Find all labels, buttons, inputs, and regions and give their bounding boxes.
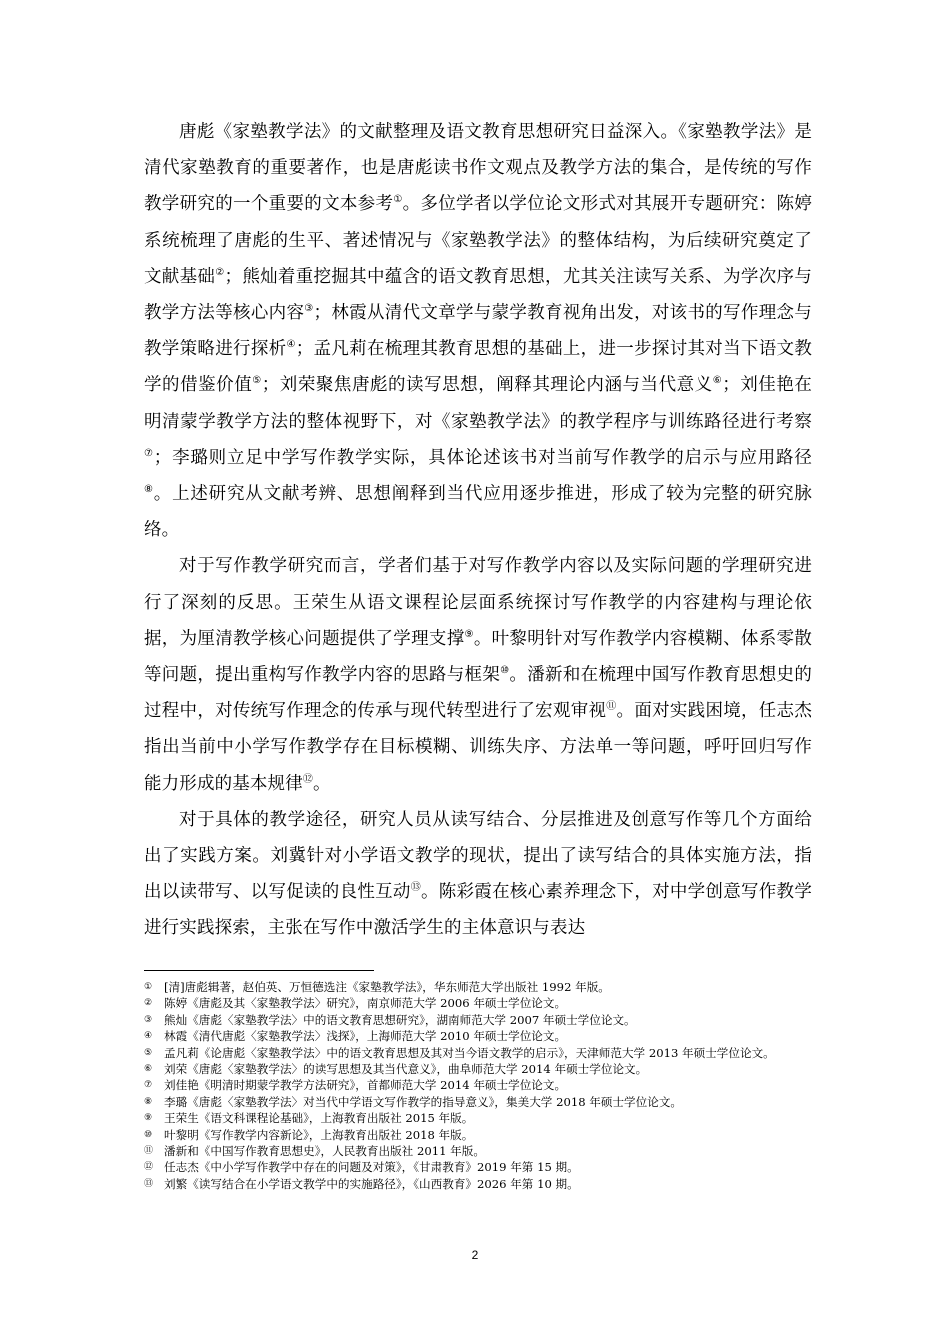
paragraph-text: ；刘荣聚焦唐彪的读写思想，阐释其理论内涵与当代意义: [261, 375, 713, 396]
paragraph-text: 对于写作教学研究而言，学者们基于对写作教学内容以及实际问题的学理研究进行了深刻的反思。王荣生从语文课程论层面系统探讨写作教学的内容建构与理论依据，为厘清教学核心问题提供了学理支撑: [144, 556, 812, 649]
footnote-mark: ⑪: [144, 1146, 154, 1157]
footnote-mark: ⑤: [144, 1047, 153, 1058]
body-paragraph: [144, 802, 812, 947]
footnote-reference: ⑨: [464, 629, 474, 641]
footnote-text: 刘荣《唐彪〈家塾教学法〉的读写思想及其当代意义》，曲阜师范大学 2014 年硕士学位论文。: [164, 1062, 648, 1077]
footnote-text: 林霞《清代唐彪〈家塾教学法〉浅探》，上海师范大学 2010 年硕士学位论文。: [164, 1029, 567, 1044]
paragraph-text: 。潘新和在梳理中国写作教育思想史的过程中，对传统写作理念的传承与现代转型进行了宏观审视: [144, 665, 812, 722]
footnote-text: 孟凡莉《论唐彪〈家塾教学法〉中的语文教育思想及其对当今语文教学的启示》，天津师范大学 2013 年硕士学位论文。: [164, 1045, 775, 1060]
footnote: [144, 1012, 812, 1028]
footnote-text: 熊灿《唐彪〈家塾教学法〉中的语文教育思想研究》，湖南师范大学 2007 年硕士学位论文。: [164, 1012, 636, 1027]
footnote: [144, 1110, 812, 1126]
footnote-reference: ⑤: [252, 375, 262, 387]
footnote-text: 刘佳艳《明清时期蒙学教学方法研究》，首都师范大学 2014 年硕士学位论文。: [164, 1078, 567, 1093]
footnote: [144, 1094, 812, 1110]
footnote-mark: ⑥: [144, 1064, 153, 1075]
footnote-mark: ②: [144, 998, 153, 1009]
footnote-text: [清]唐彪辑著，赵伯英、万恒德选注《家塾教学法》，华东师范大学出版社 1992 年版。: [164, 980, 610, 994]
paragraph-text: ；孟凡莉在梳理其教育思想的基础上，进一步探讨其对当下语文教学的借鉴价值: [144, 339, 812, 396]
footnote-text: 刘繁《读写结合在小学语文教学中的实施路径》，《山西教育》2026 年第 10 期。: [164, 1176, 579, 1191]
footnote-mark: ①: [144, 982, 153, 992]
footnote-reference: ⑧: [144, 484, 154, 496]
footnote-mark: ③: [144, 1014, 153, 1025]
footnote-reference: ⑦: [144, 448, 154, 459]
footnote-reference: ⑥: [712, 375, 723, 387]
footnote-mark: ⑧: [144, 1096, 153, 1107]
footnote: [144, 1127, 812, 1143]
footnote: [144, 1045, 812, 1061]
page-number: 2: [471, 1248, 479, 1262]
paragraph-text: 。叶黎明针对写作教学内容模糊、体系零散等问题，提出重构写作教学内容的思路与框架: [144, 628, 812, 686]
footnote: [144, 1143, 812, 1159]
footnote: [144, 979, 812, 995]
paragraph-text: ；熊灿着重挖掘其中蕴含的语文教育思想，尤其关注读写关系、为学次序与教学方法等核心内容: [144, 266, 812, 324]
footnote: [144, 1176, 812, 1192]
footnote-mark: ⑦: [144, 1080, 153, 1091]
footnote: [144, 1061, 812, 1077]
body-paragraph: [144, 548, 812, 801]
footnote-reference: ③: [304, 303, 314, 315]
footnote: [144, 1028, 812, 1044]
paragraph-text: 。上述研究从文献考辨、思想阐释到当代应用逐步推进，形成了较为完整的研究脉络。: [144, 484, 812, 541]
footnote-text: 王荣生《语文科课程论基础》，上海教育出版社 2015 年版。: [164, 1111, 474, 1126]
footnote-mark: ⑬: [144, 1178, 154, 1189]
paragraph-text: ；林霞从清代文章学与蒙学教育视角出发，对该书的写作理念与教学策略进行探析: [144, 303, 812, 360]
paragraph-text: 。多位学者以学位论文形式对其展开专题研究：陈婷系统梳理了唐彪的生平、著述情况与《家塾教学法》的整体结构，为后续研究奠定了文献基础: [144, 194, 812, 287]
footnote-mark: ⑫: [144, 1162, 154, 1173]
footnotes: [144, 979, 812, 1192]
footnote-reference: ⑬: [410, 882, 421, 894]
footnote-reference: ⑪: [606, 701, 617, 713]
body-paragraph: [144, 114, 812, 548]
footnote-reference: ⑩: [500, 665, 510, 677]
footnote-text: 陈婷《唐彪及其〈家塾教学法〉研究》，南京师范大学 2006 年硕士学位论文。: [164, 996, 567, 1011]
paragraph-text: 。: [313, 773, 331, 794]
footnote-text: 叶黎明《写作教学内容新论》，上海教育出版社 2018 年版。: [164, 1127, 474, 1142]
footnote: [144, 1159, 812, 1175]
footnote-text: 任志杰《中小学写作教学中存在的问题及对策》，《甘肃教育》2019 年第 15 期。: [164, 1160, 579, 1175]
footnote-mark: ⑩: [144, 1129, 153, 1140]
paragraph-text: 对于具体的教学途径，研究人员从读写结合、分层推进及创意写作等几个方面给出了实践方案。刘冀针对小学语文教学的现状，提出了读写结合的具体实施方法，指出以读带写、以写促读的良性互动: [144, 809, 812, 903]
footnote-text: 李璐《唐彪〈家塾教学法〉对当代中学语文写作教学的指导意义》，集美大学 2018 年硕士学位论文。: [164, 1094, 683, 1109]
footnote-reference: ②: [215, 266, 225, 278]
footnote-mark: ⑨: [144, 1113, 153, 1124]
footnote: [144, 995, 812, 1011]
footnote-reference: ⑫: [302, 773, 314, 785]
footnote-text: 潘新和《中国写作教育思想史》，人民教育出版社 2011 年版。: [164, 1144, 485, 1159]
footnote: [144, 1077, 812, 1093]
paragraph-text: ；刘佳艳在明清蒙学教学方法的整体视野下，对《家塾教学法》的教学程序与训练路径进行考察: [144, 375, 813, 432]
paragraph-text: 。陈彩霞在核心素养理念下，对中学创意写作教学进行实践探索，主张在写作中激活学生的主体意识与表达: [144, 882, 812, 939]
footnote-separator: [144, 970, 374, 971]
paragraph-text: 。面对实践困境，任志杰指出当前中小学写作教学存在目标模糊、训练失序、方法单一等问题，呼吁回归写作能力形成的基本规律: [144, 701, 812, 794]
paragraph-text: 唐彪《家塾教学法》的文献整理及语文教育思想研究日益深入。《家塾教学法》是清代家塾教育的重要著作，也是唐彪读书作文观点及教学方法的集合，是传统的写作教学研究的一个重要的文本参考: [144, 122, 812, 215]
footnote-mark: ④: [144, 1031, 153, 1042]
paragraph-text: ；李璐则立足中学写作教学实际，具体论述该书对当前写作教学的启示与应用路径: [153, 447, 812, 468]
footnote-reference: ①: [393, 194, 403, 206]
body-text: [144, 114, 812, 947]
footnote-reference: ④: [286, 339, 296, 351]
